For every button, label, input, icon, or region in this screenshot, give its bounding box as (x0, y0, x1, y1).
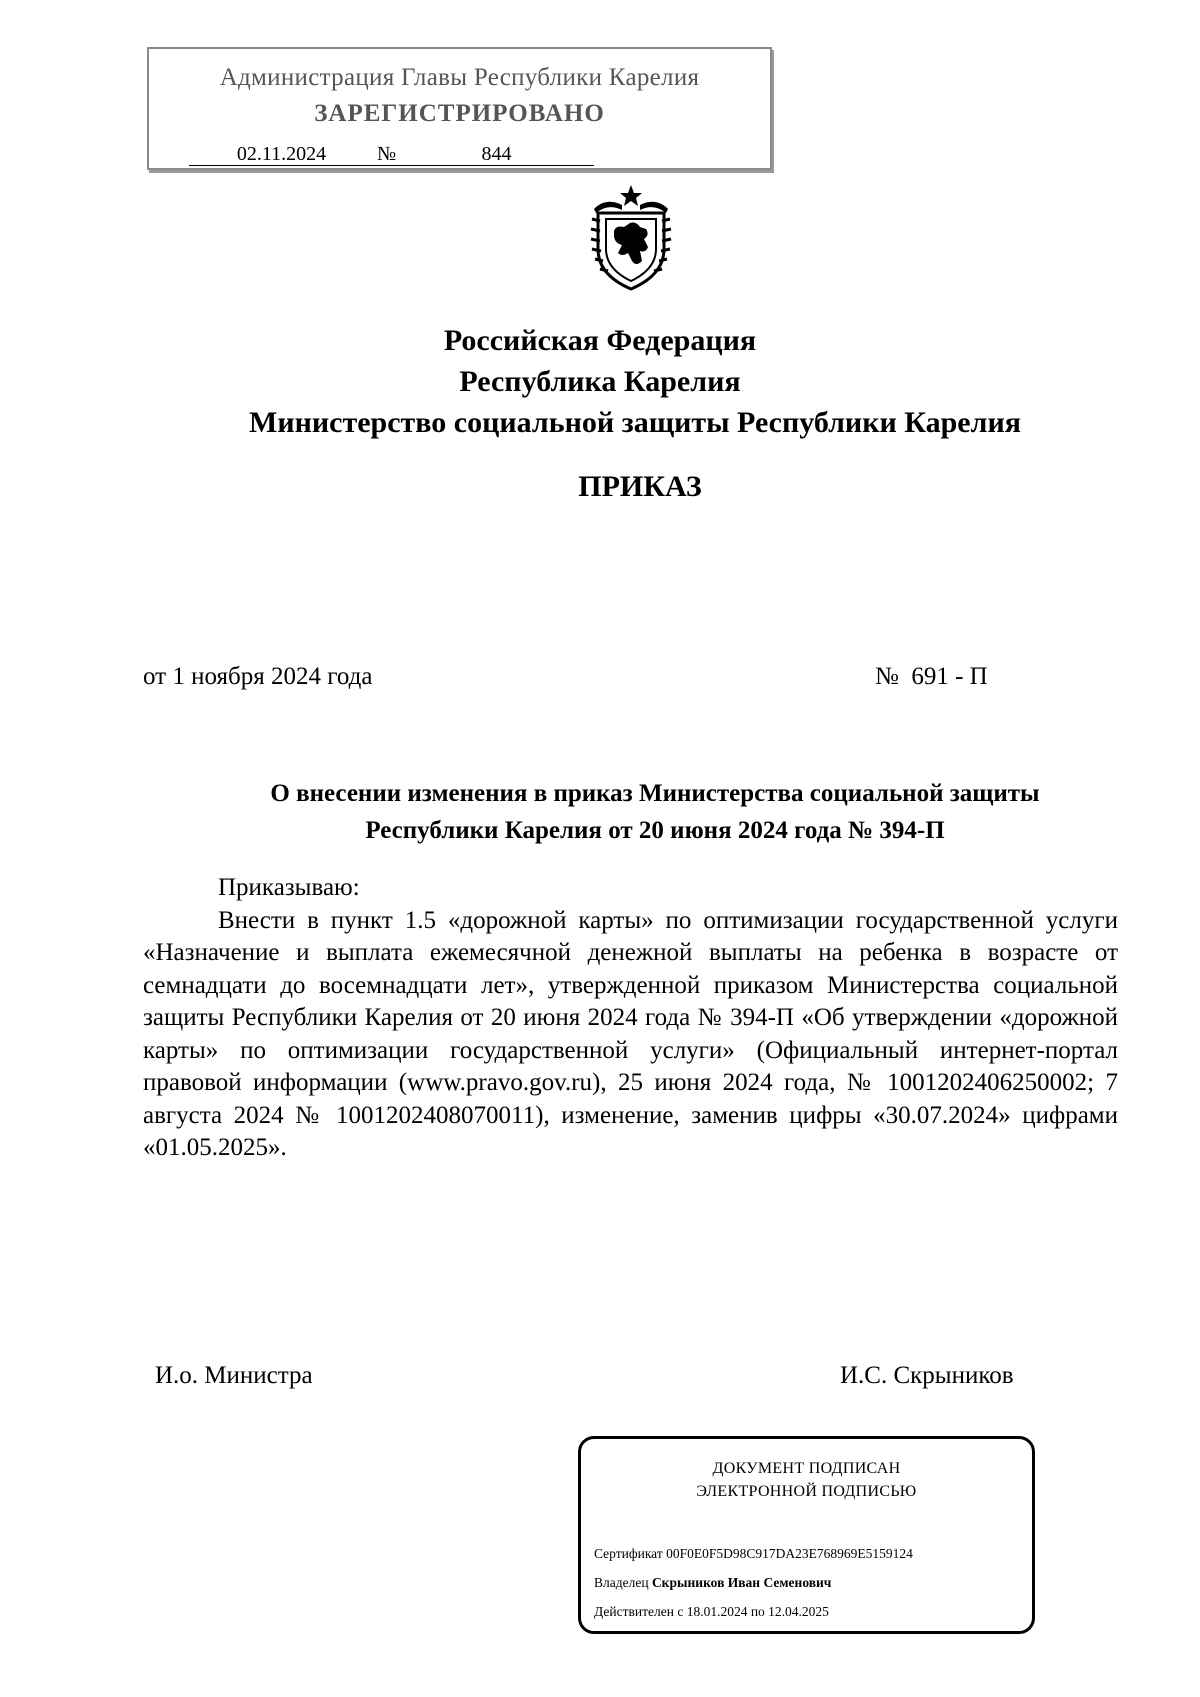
document-number: № 691 - П (875, 663, 988, 690)
esig-title-line-1: ДОКУМЕНТ ПОДПИСАН (712, 1460, 901, 1477)
signatory-title: И.о. Министра (155, 1362, 313, 1389)
registration-number: 844 (399, 143, 594, 166)
subject-line-1: О внесении изменения в приказ Министерства социальной защиты (270, 780, 1040, 807)
registration-authority: Администрация Главы Республики Карелия (219, 64, 700, 91)
esig-owner-row (594, 1568, 913, 1597)
document-header (0, 320, 1200, 443)
esig-valid-to: 12.04.2025 (768, 1604, 829, 1619)
esig-validity-row (594, 1597, 913, 1626)
esig-owner-label: Владелец (594, 1575, 649, 1590)
esig-valid-to-label: по (750, 1604, 765, 1619)
order-word: Приказываю: (218, 874, 360, 901)
header-ministry: Министерство социальной защиты Республики Карелия (249, 406, 1021, 439)
esig-details (594, 1539, 913, 1626)
esig-certificate-label: Сертификат (594, 1546, 663, 1561)
esig-valid-from-label: с (677, 1604, 684, 1619)
subject-line-2: Республики Карелия от 20 июня 2024 года № 394-П (365, 817, 945, 844)
header-country: Российская Федерация (443, 324, 757, 357)
coat-of-arms-karelia-icon (586, 183, 676, 293)
esig-certificate-row (594, 1539, 913, 1568)
signatory-name: И.С. Скрыников (840, 1362, 1014, 1389)
registration-number-sign: № (374, 143, 399, 166)
document-body (143, 872, 1118, 1165)
esig-valid-label: Действителен (594, 1604, 674, 1619)
esig-certificate: 00F0E0F5D98C917DA23E768969E5159124 (666, 1546, 913, 1561)
esig-title (581, 1457, 1032, 1503)
header-region: Республика Карелия (459, 365, 741, 398)
document-type: ПРИКАЗ (578, 470, 702, 503)
document-date: от 1 ноября 2024 года (143, 663, 373, 690)
esig-title-line-2: ЭЛЕКТРОННОЙ ПОДПИСЬЮ (696, 1483, 917, 1500)
registration-date: 02.11.2024 (189, 143, 374, 166)
electronic-signature-stamp (578, 1436, 1035, 1634)
esig-valid-from: 18.01.2024 (686, 1604, 748, 1619)
esig-owner: Скрыников Иван Семенович (651, 1575, 832, 1590)
document-subject (180, 775, 1130, 849)
registration-stamp (147, 47, 772, 170)
registration-date-row (189, 143, 594, 166)
registration-status: ЗАРЕГИСТРИРОВАНО (314, 100, 605, 127)
order-paragraph: Внести в пункт 1.5 «дорожной карты» по оптимизации государственной услуги «Назначение и выплата ежемесячной денежной выплаты на ребенка в возрасте от семнадцати до восемнадцати лет», утвержденной приказом Министерства социальной защиты Республики Карелия от 20 июня 2024 года № 394-П «Об утверждении «дорожной карты» по оптимизации государственной услуги» (Официальный интернет-портал правовой информации (www.pravo.gov.ru), 25 июня 2024 года, № 1001202406250002; 7 августа 2024 № 1001202408070011), изменение, заменив цифры «30.07.2024» цифрами «01.05.2025». (143, 906, 1118, 1161)
